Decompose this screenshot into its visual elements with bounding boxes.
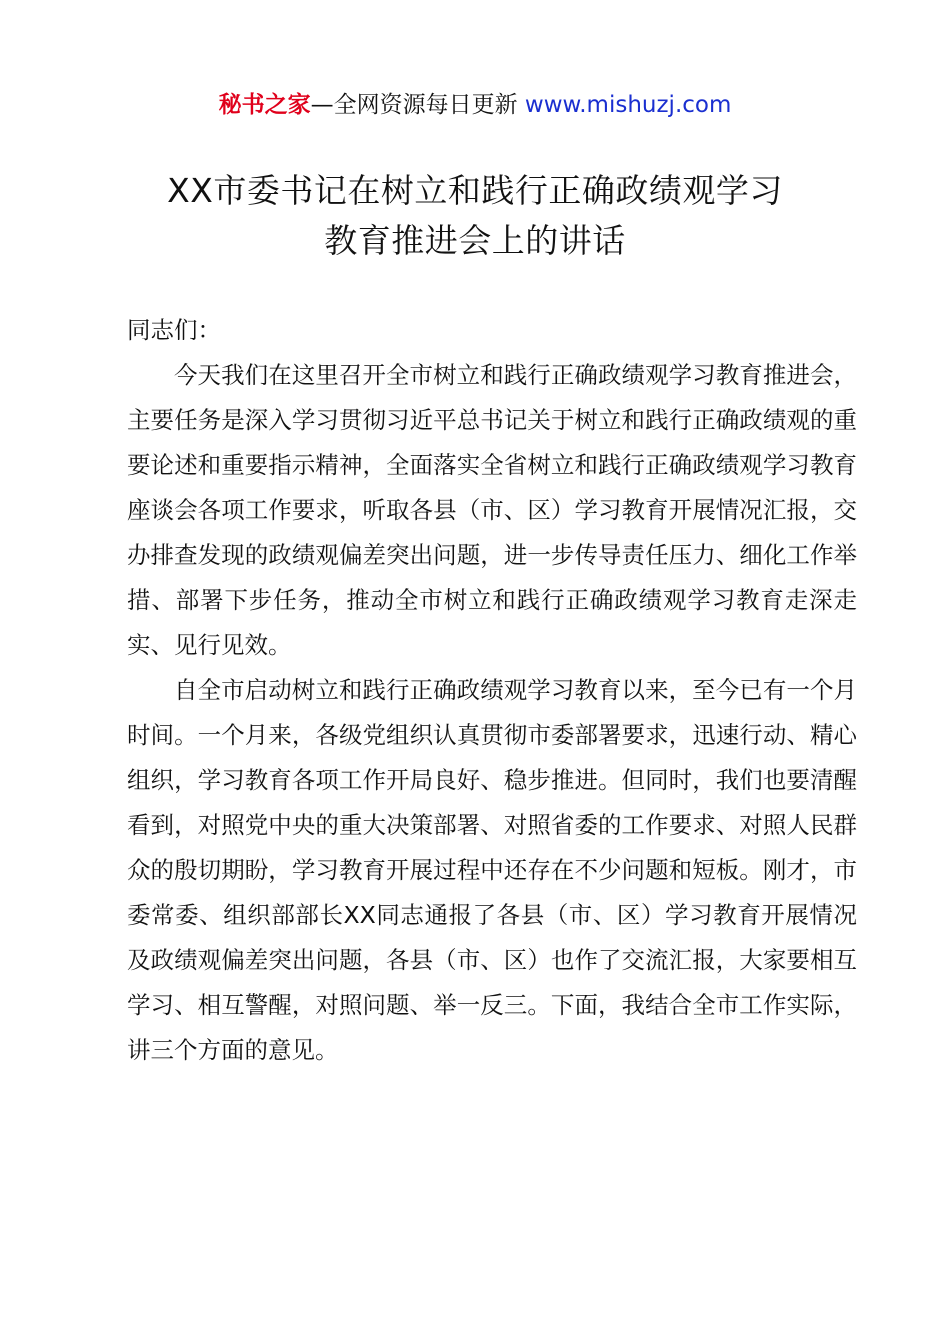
document-title: [60, 166, 890, 266]
site-header: [0, 88, 950, 122]
title-line-1: XX市委书记在树立和践行正确政绩观学习: [167, 171, 783, 210]
site-url-link[interactable]: www.mishuzj.com: [524, 92, 732, 118]
paragraph-1: 今天我们在这里召开全市树立和践行正确政绩观学习教育推进会，主要任务是深入学习贯彻习近平总书记关于树立和践行正确政绩观的重要论述和重要指示精神，全面落实全省树立和践行正确政绩观学习教育座谈会各项工作要求，听取各县（市、区）学习教育开展情况汇报，交办排查发现的政绩观偏差突出问题，进一步传导责任压力、细化工作举措、部署下步任务，推动全市树立和践行正确政绩观学习教育走深走实、见行见效。: [127, 361, 857, 659]
paragraph-2: 自全市启动树立和践行正确政绩观学习教育以来，至今已有一个月时间。一个月来，各级党组织认真贯彻市委部署要求，迅速行动、精心组织，学习教育各项工作开局良好、稳步推进。但同时，我们也要清醒看到，对照党中央的重大决策部署、对照省委的工作要求、对照人民群众的殷切期盼，学习教育开展过程中还存在不少问题和短板。刚才，市委常委、组织部部长XX同志通报了各县（市、区）学习教育开展情况及政绩观偏差突出问题，各县（市、区）也作了交流汇报，大家要相互学习、相互警醒，对照问题、举一反三。下面，我结合全市工作实际，讲三个方面的意见。: [127, 676, 857, 1064]
brand-name: 秘书之家: [218, 92, 311, 118]
header-slogan: —全网资源每日更新: [310, 92, 518, 118]
document-body: [127, 308, 857, 1073]
salutation: 同志们：: [127, 316, 221, 344]
title-line-2: 教育推进会上的讲话: [324, 221, 626, 260]
